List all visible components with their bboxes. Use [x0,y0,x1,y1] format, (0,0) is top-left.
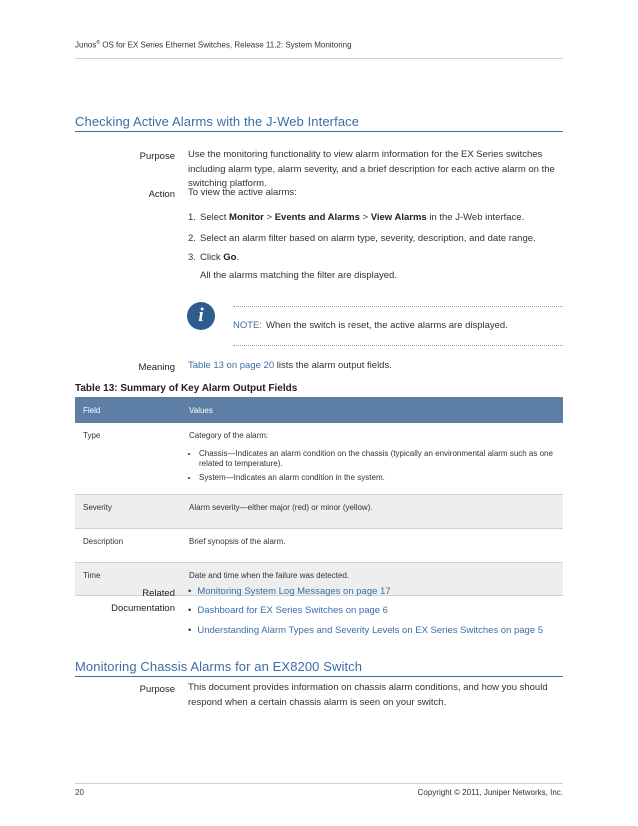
link-text: Understanding Alarm Types and Severity Levels on EX Series Switches on page 5 [197,625,544,636]
list-item: • System—Indicates an alarm condition in the system. [199,473,563,483]
section-rule [75,131,563,132]
link-text: Dashboard for EX Series Switches on page 6 [197,605,388,616]
purpose-text [188,148,563,192]
purpose-label: Purpose [139,684,175,695]
menu-events-and-alarms: Events and Alarms [274,212,360,223]
meaning-text [188,359,563,374]
list-item: • Chassis—Indicates an alarm condition on the chassis (typically an environmental alarm such as one related to temperature). [199,449,563,469]
related-link-dashboard[interactable] [188,605,388,616]
step-text: Select an alarm filter based on alarm type, severity, description, and date range. [200,233,536,244]
meaning-label: Meaning [138,362,175,373]
purpose-text [188,681,563,710]
step-3 [188,251,563,265]
cell-value [181,423,563,495]
go-button-ref: Go [223,252,237,263]
purpose-line: Use the monitoring functionality to view alarm information for the EX Series switches [188,149,543,160]
header-title: OS for EX Series Ethernet Switches, Release 11.2: System Monitoring [100,40,352,50]
table-row [75,529,563,563]
page-number: 20 [75,788,84,797]
menu-view-alarms: View Alarms [370,212,427,223]
header-rule [75,58,563,59]
section-title-chassis-alarms: Monitoring Chassis Alarms for an EX8200 Switch [75,659,363,674]
cell-field: Description [75,529,181,563]
related-label: Related [142,588,175,599]
step-number: 1. [188,212,196,223]
step-number: 3. [188,252,196,263]
section-rule [75,676,563,677]
column-header-field: Field [75,397,181,423]
step-1 [188,211,563,225]
table-title: Table 13: Summary of Key Alarm Output Fields [75,383,298,394]
bullet: • [188,625,192,636]
info-icon: i [187,302,215,330]
step-number: 2. [188,233,196,244]
menu-monitor: Monitor [229,212,264,223]
column-header-values: Values [181,397,563,423]
cell-field: Type [75,423,181,495]
type-intro: Category of the alarm: [189,431,269,440]
type-bullets [189,449,563,483]
table-13-link[interactable]: Table 13 on page 20 [188,360,275,371]
purpose-line: respond when a certain chassis alarm is seen on your switch. [188,696,447,708]
purpose-label: Purpose [139,151,175,162]
step-text: in the J-Web interface. [426,212,525,223]
purpose-line: switching platform. [188,178,267,189]
step-2 [188,232,563,246]
step-text: . [236,252,240,263]
step-3-result: All the alarms matching the filter are displayed. [200,270,397,281]
cell-value: Alarm severity—either major (red) or minor (yellow). [181,495,563,529]
meaning-desc: lists the alarm output fields. [274,360,392,371]
alarm-fields-table [75,397,563,596]
related-link-system-log[interactable] [188,586,391,597]
cell-value: Date and time when the failure was detected. [181,563,563,596]
action-intro: To view the active alarms: [188,187,297,198]
purpose-line: including alarm type, alarm severity, and a brief description for each active alarm on the [188,163,555,175]
header-brand: Junos [75,40,97,50]
documentation-label: Documentation [111,603,175,614]
copyright: Copyright © 2011, Juniper Networks, Inc. [417,788,563,797]
table-row [75,423,563,495]
cell-value: Brief synopsis of the alarm. [181,529,563,563]
footer-rule [75,783,563,784]
running-header [75,40,352,50]
bullet: • [188,586,192,597]
note-text: When the switch is reset, the active alarms are displayed. [266,320,508,331]
section-title-active-alarms: Checking Active Alarms with the J-Web Interface [75,114,360,129]
related-link-alarm-types[interactable] [188,625,543,636]
step-text: Click [200,252,224,263]
note-top-rule [233,306,563,307]
registered-mark: ® [96,40,101,46]
separator: > [359,212,371,223]
link-text: Monitoring System Log Messages on page 17 [197,586,391,597]
cell-field: Severity [75,495,181,529]
action-label: Action [148,189,175,200]
note-bottom-rule [233,345,563,346]
table-header-row [75,397,563,423]
note-label: NOTE: [233,320,263,331]
purpose-line: This document provides information on chassis alarm conditions, and how you should [188,682,548,693]
bullet: • [188,605,192,616]
note [233,320,508,331]
cell-field: Time [75,563,181,596]
step-text: Select [200,212,230,223]
table-row [75,495,563,529]
separator: > [263,212,275,223]
